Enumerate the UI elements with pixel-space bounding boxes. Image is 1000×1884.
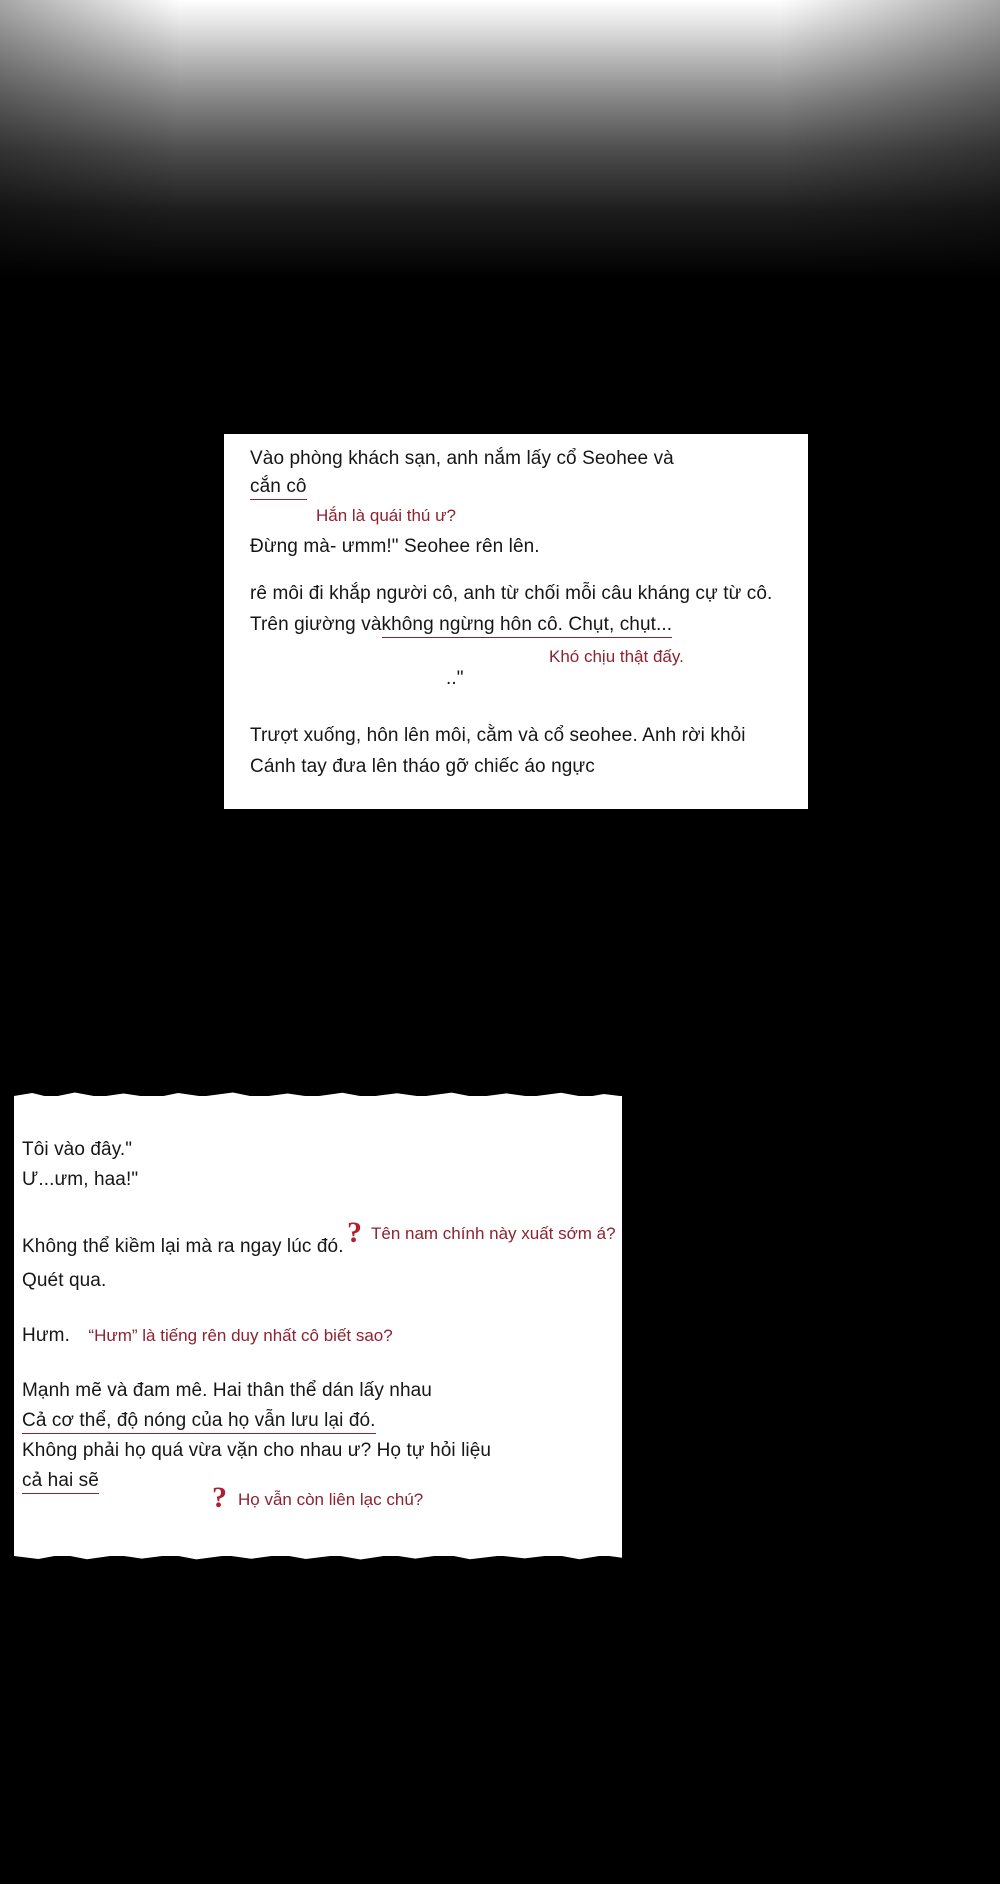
panel-two-line-3: Không thể kiềm lại mà ra ngay lúc đó. [22, 1236, 344, 1257]
panel-one-line-7: Trượt xuống, hôn lên môi, cằm và cổ seohee. Anh rời khỏi [250, 725, 746, 746]
panel-two-thought-2: “Hưm” là tiếng rên duy nhất cô biết sao? [88, 1326, 393, 1345]
panel-one [224, 434, 808, 809]
panel-one-thought-1: Hắn là quái thú ư? [316, 506, 456, 525]
panel-two-line-9: cả hai sẽ [22, 1470, 99, 1494]
panel-one-line-5a: Trên giường và [250, 614, 382, 635]
question-mark-icon-2: ? [212, 1481, 227, 1514]
panel-one-line-5b: không ngừng hôn cô. Chụt, chụt... [382, 614, 673, 638]
panel-one-thought-2: Khó chịu thật đấy. [549, 647, 684, 666]
panel-one-line-8: Cánh tay đưa lên tháo gỡ chiếc áo ngực [250, 756, 595, 777]
panel-two-line-8: Không phải họ quá vừa vặn cho nhau ư? Họ tự hỏi liệu [22, 1440, 492, 1461]
panel-two-line-2: Ư...ưm, haa!" [22, 1169, 139, 1190]
panel-two-thought-1: Tên nam chính này xuất sớm á? [371, 1224, 616, 1243]
panel-one-line-4: rê môi đi khắp người cô, anh từ chối mỗi câu kháng cự từ cô. [250, 583, 773, 604]
panel-two-thought-3: Họ vẫn còn liên lạc chú? [238, 1490, 424, 1509]
panel-two [14, 1096, 622, 1556]
panel-one-line-1: Vào phòng khách sạn, anh nắm lấy cổ Seohee và [250, 448, 674, 469]
panel-one-line-6: .." [446, 668, 464, 689]
question-mark-icon-1: ? [347, 1216, 362, 1249]
panel-two-line-4: Quét qua. [22, 1270, 107, 1291]
panel-one-line-3: Đừng mà- ưmm!" Seohee rên lên. [250, 536, 540, 557]
panel-two-line-5a: Hưm. [22, 1325, 70, 1346]
panel-two-line-1: Tôi vào đây." [22, 1139, 133, 1160]
panel-one-line-2: cắn cô [250, 476, 307, 500]
top-gradient-vignette [0, 0, 1000, 340]
panel-two-line-7: Cả cơ thể, độ nóng của họ vẫn lưu lại đó. [22, 1410, 376, 1434]
panel-one-line-5 [250, 614, 672, 638]
panel-two-line-6: Mạnh mẽ và đam mê. Hai thân thể dán lấy nhau [22, 1380, 432, 1401]
panel-two-line-5 [22, 1325, 393, 1347]
